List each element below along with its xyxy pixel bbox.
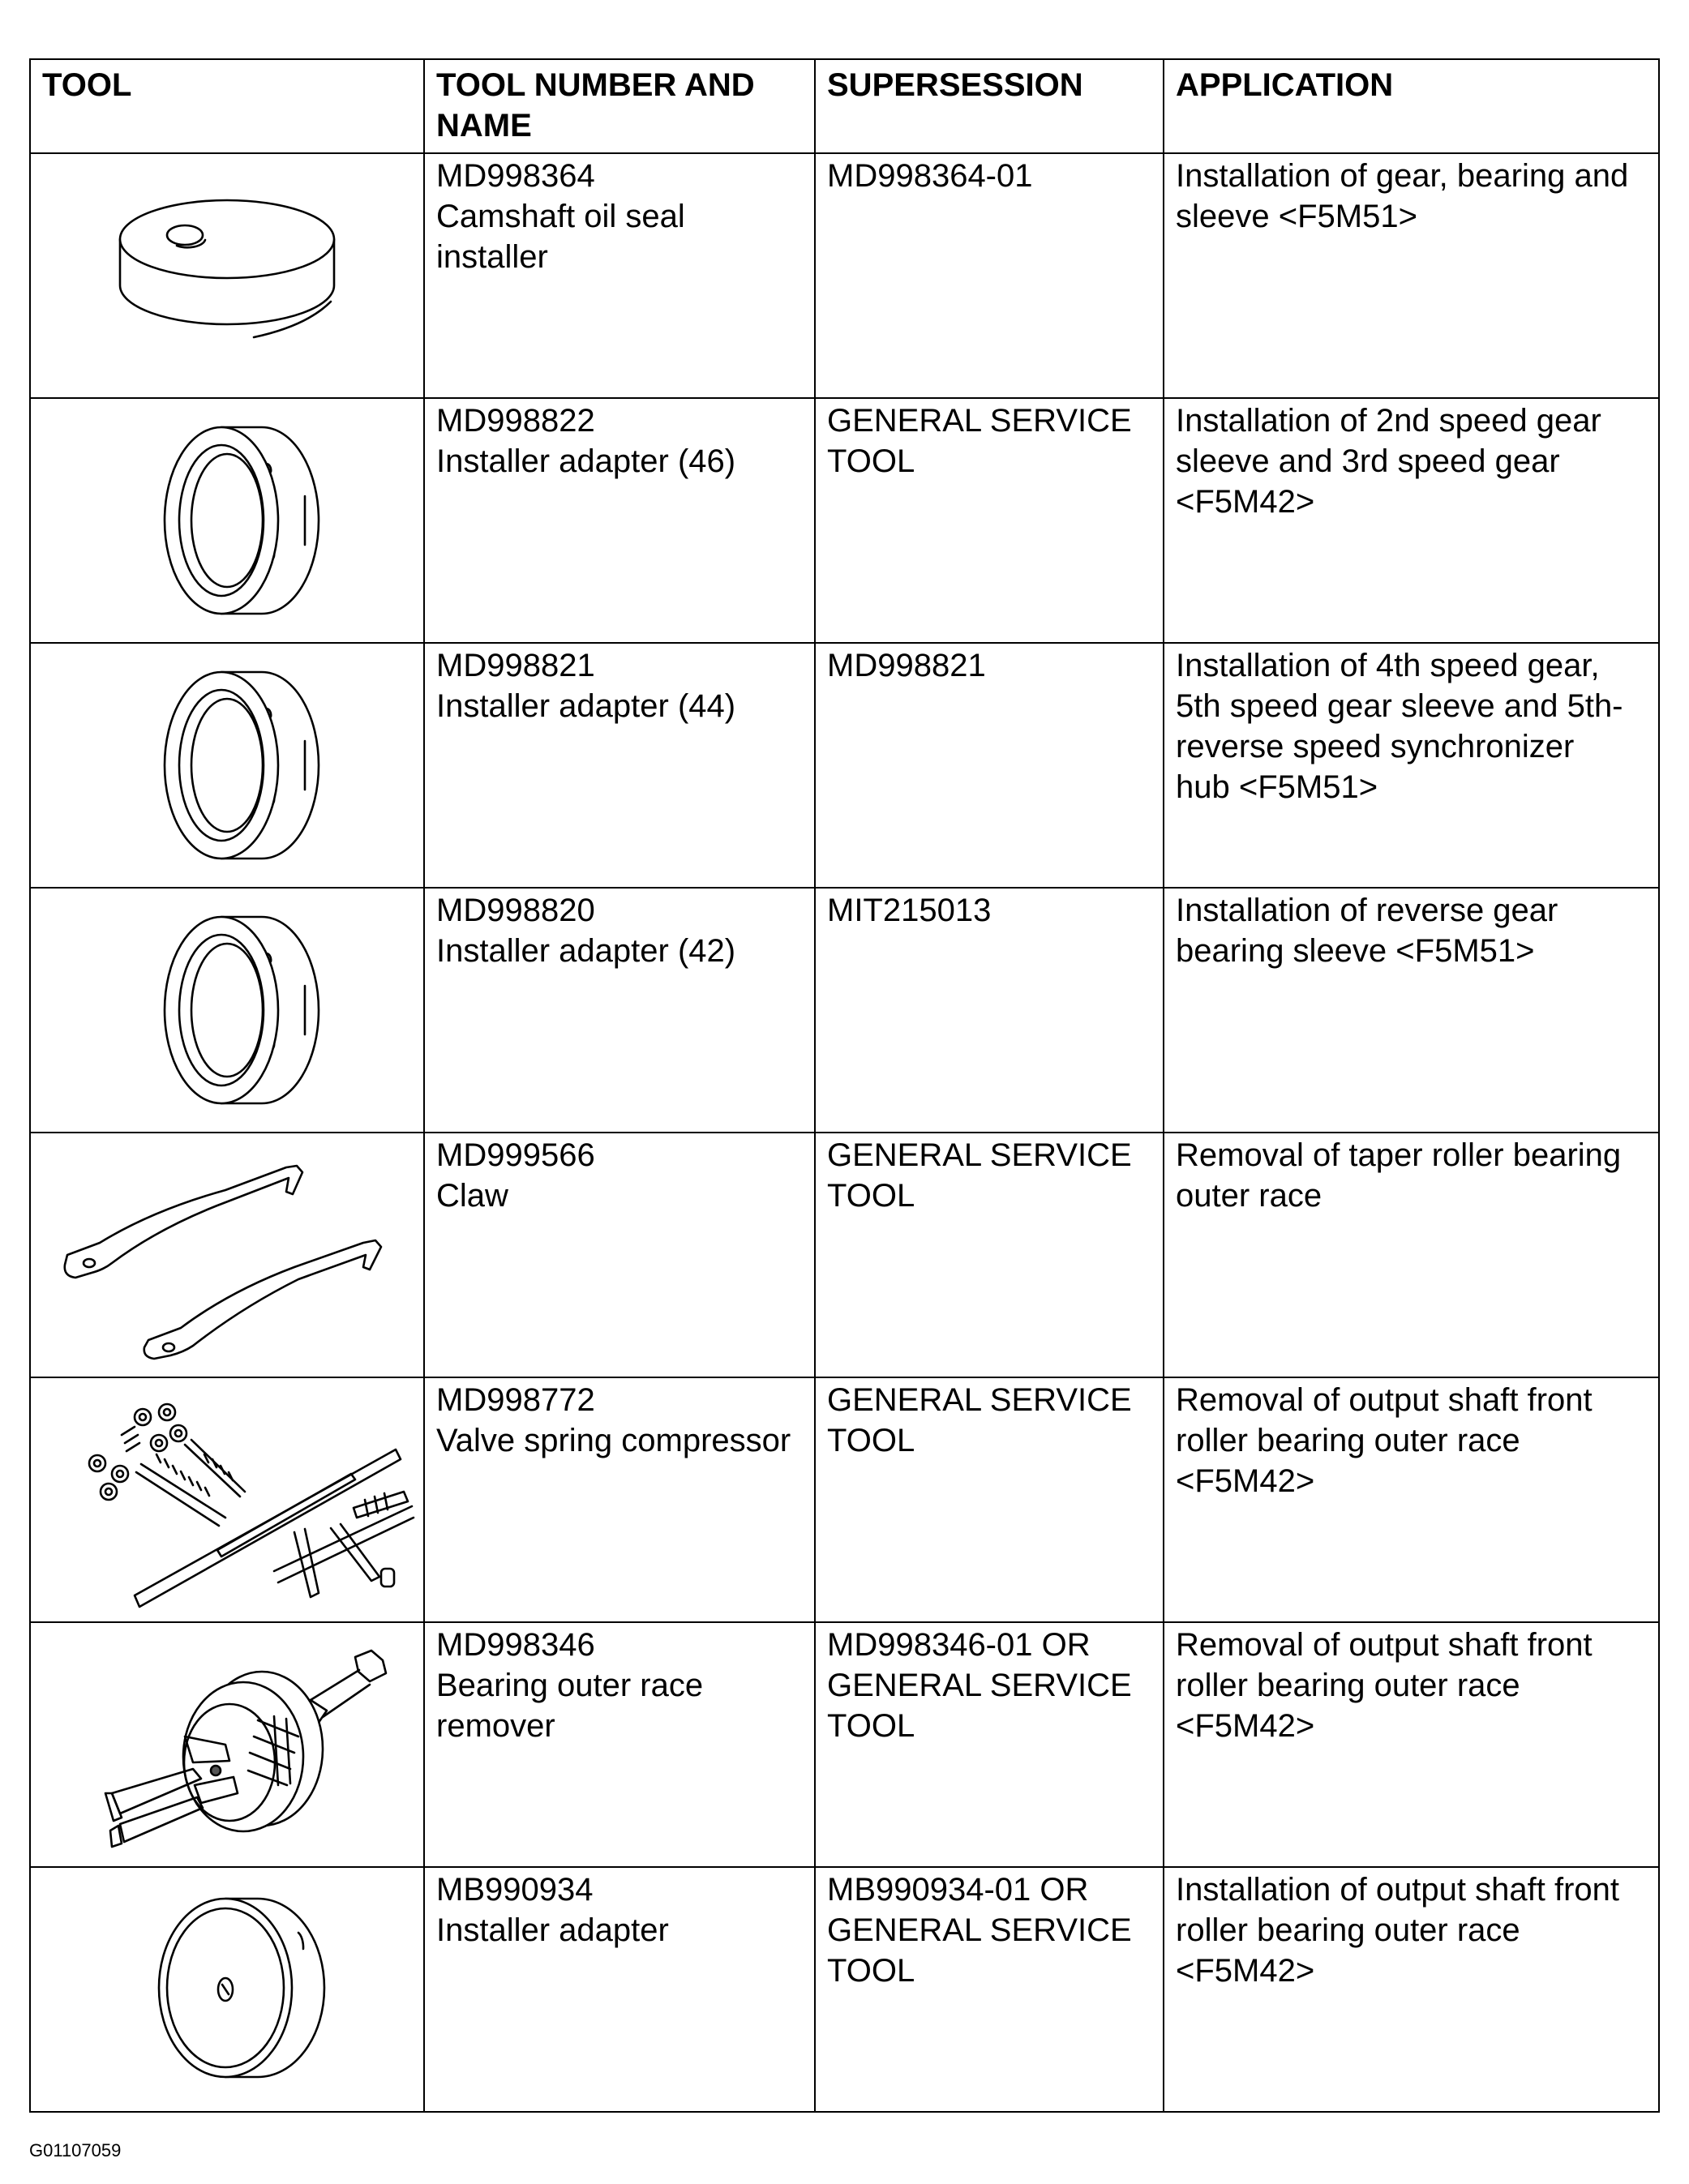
tool-name: remover [436, 1708, 555, 1744]
tool-number: MB990934 [436, 1872, 594, 1908]
application-cell [1164, 1133, 1659, 1377]
tool-name: Installer adapter (42) [436, 933, 736, 969]
header-tool: TOOL [30, 59, 424, 153]
table-row [30, 888, 1659, 1133]
tool-name: Camshaft oil seal [436, 199, 685, 234]
header-line: TOOL NUMBER AND [436, 67, 755, 103]
application-line: Installation of output shaft front [1176, 1872, 1620, 1908]
application-line: sleeve <F5M51> [1176, 199, 1417, 234]
supersession-cell [815, 1377, 1164, 1622]
tool-name: Installer adapter (44) [436, 688, 736, 724]
installer-adapter-ring-icon [31, 889, 423, 1128]
tool-image-cell [30, 1622, 424, 1867]
installer-adapter-disc-icon [31, 1868, 423, 2108]
application-cell [1164, 398, 1659, 643]
application-cell [1164, 888, 1659, 1133]
tool-number-name-cell [424, 888, 815, 1133]
figure-id: G01107059 [29, 2140, 122, 2160]
application-line: <F5M42> [1176, 484, 1315, 520]
application-line: Removal of output shaft front [1176, 1382, 1593, 1418]
application-line: 5th speed gear sleeve and 5th- [1176, 688, 1623, 724]
table-row [30, 153, 1659, 398]
tool-number: MD998364 [436, 158, 595, 194]
supersession-line: GENERAL SERVICE [827, 1382, 1132, 1418]
application-line: outer race [1176, 1178, 1322, 1214]
tool-name: installer [436, 239, 548, 275]
supersession-line: MIT215013 [827, 893, 992, 928]
supersession-line: GENERAL SERVICE [827, 1137, 1132, 1173]
application-line: Removal of taper roller bearing [1176, 1137, 1622, 1173]
supersession-cell [815, 1133, 1164, 1377]
supersession-line: MD998364-01 [827, 158, 1033, 194]
application-line: <F5M42> [1176, 1953, 1315, 1989]
application-line: roller bearing outer race [1176, 1912, 1520, 1948]
camshaft-oil-seal-installer-icon [31, 154, 423, 394]
supersession-line: TOOL [827, 1708, 915, 1744]
tool-image-cell [30, 1377, 424, 1622]
supersession-line: TOOL [827, 1178, 915, 1214]
claw-icon [31, 1133, 423, 1373]
application-cell [1164, 1377, 1659, 1622]
supersession-line: MD998346-01 OR [827, 1627, 1091, 1663]
tool-name: Bearing outer race [436, 1668, 704, 1703]
tool-name: Installer adapter [436, 1912, 669, 1948]
supersession-line: GENERAL SERVICE [827, 403, 1132, 439]
application-line: roller bearing outer race [1176, 1423, 1520, 1458]
supersession-cell [815, 1622, 1164, 1867]
supersession-line: MD998821 [827, 648, 986, 683]
supersession-line: MB990934-01 OR [827, 1872, 1089, 1908]
tool-image-cell [30, 1133, 424, 1377]
valve-spring-compressor-icon [31, 1378, 423, 1618]
tool-name: Claw [436, 1178, 508, 1214]
table-row [30, 1622, 1659, 1867]
tool-number-name-cell [424, 153, 815, 398]
supersession-cell [815, 643, 1164, 888]
installer-adapter-ring-icon [31, 399, 423, 639]
application-line: Installation of 2nd speed gear [1176, 403, 1601, 439]
tool-number-name-cell [424, 1867, 815, 2112]
table-row [30, 1867, 1659, 2112]
tool-name: Installer adapter (46) [436, 443, 736, 479]
table-row [30, 398, 1659, 643]
application-line: roller bearing outer race [1176, 1668, 1520, 1703]
tool-number-name-cell [424, 1133, 815, 1377]
supersession-cell [815, 888, 1164, 1133]
tool-number: MD998772 [436, 1382, 595, 1418]
supersession-line: TOOL [827, 1953, 915, 1989]
tool-image-cell [30, 1867, 424, 2112]
supersession-cell [815, 153, 1164, 398]
supersession-line: TOOL [827, 1423, 915, 1458]
header-supersession: SUPERSESSION [815, 59, 1164, 153]
application-line: hub <F5M51> [1176, 769, 1378, 805]
tool-number-name-cell [424, 1622, 815, 1867]
bearing-outer-race-remover-icon [31, 1623, 423, 1863]
tool-number: MD998822 [436, 403, 595, 439]
tool-number: MD998821 [436, 648, 595, 683]
special-tools-table [29, 58, 1660, 2113]
table-row [30, 1377, 1659, 1622]
header-line: NAME [436, 108, 532, 143]
tool-image-cell [30, 153, 424, 398]
installer-adapter-ring-icon [31, 644, 423, 884]
tool-number-name-cell [424, 1377, 815, 1622]
tool-number: MD998346 [436, 1627, 595, 1663]
application-cell [1164, 643, 1659, 888]
tool-number: MD999566 [436, 1137, 595, 1173]
table-row [30, 643, 1659, 888]
tool-number: MD998820 [436, 893, 595, 928]
tool-number-name-cell [424, 643, 815, 888]
supersession-cell [815, 1867, 1164, 2112]
application-cell [1164, 1622, 1659, 1867]
header-application: APPLICATION [1164, 59, 1659, 153]
tool-name: Valve spring compressor [436, 1423, 791, 1458]
supersession-cell [815, 398, 1164, 643]
application-cell [1164, 1867, 1659, 2112]
application-line: Installation of 4th speed gear, [1176, 648, 1600, 683]
tool-image-cell [30, 643, 424, 888]
tool-number-name-cell [424, 398, 815, 643]
application-line: bearing sleeve <F5M51> [1176, 933, 1535, 969]
table-row [30, 1133, 1659, 1377]
application-line: Installation of reverse gear [1176, 893, 1558, 928]
header-row [30, 59, 1659, 153]
application-line: <F5M42> [1176, 1708, 1315, 1744]
tool-image-cell [30, 888, 424, 1133]
supersession-line: GENERAL SERVICE [827, 1668, 1132, 1703]
supersession-line: TOOL [827, 443, 915, 479]
application-line: sleeve and 3rd speed gear [1176, 443, 1560, 479]
header-tool-number-name [424, 59, 815, 153]
application-cell [1164, 153, 1659, 398]
application-line: Installation of gear, bearing and [1176, 158, 1629, 194]
supersession-line: GENERAL SERVICE [827, 1912, 1132, 1948]
application-line: <F5M42> [1176, 1463, 1315, 1499]
tool-image-cell [30, 398, 424, 643]
application-line: Removal of output shaft front [1176, 1627, 1593, 1663]
application-line: reverse speed synchronizer [1176, 729, 1575, 764]
